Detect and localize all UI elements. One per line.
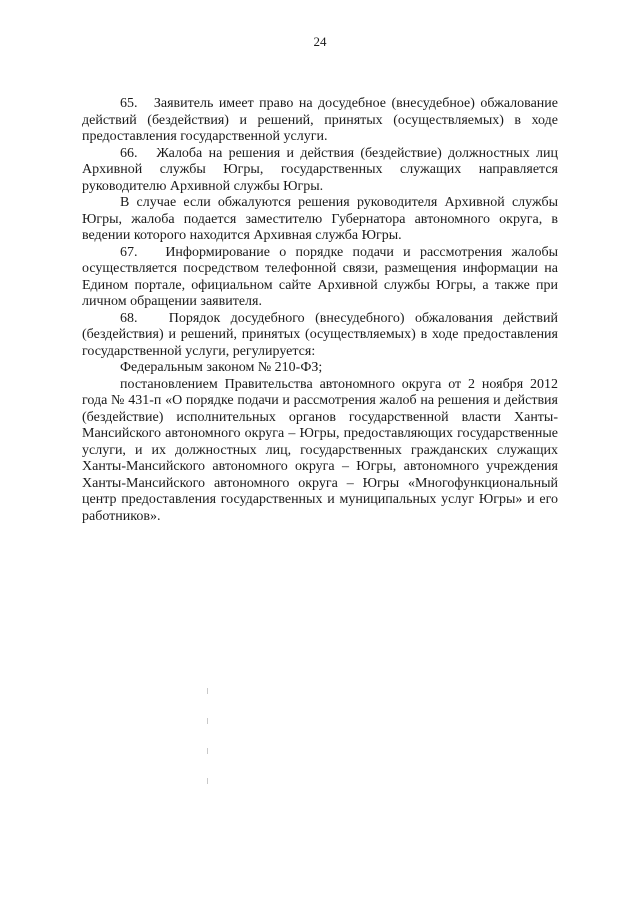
scan-speck [207,718,208,724]
scan-speck [207,688,208,694]
scan-speck [207,748,208,754]
document-body [82,96,558,525]
scan-speck [207,778,208,784]
page-number: 24 [313,34,327,49]
paragraph-66: 66. Жалоба на решения и действия (бездействие) должностных лиц Архивной службы Югры, государственных служащих направляется руководителю Архивной службы Югры. [82,145,558,194]
paragraph-67: 67. Информирование о порядке подачи и рассмотрения жалобы осуществляется посредством телефонной связи, размещения информации на Едином портале, официальном сайте Архивной службы Югры, а также при личном обращении заявителя. [82,244,558,309]
paragraph-66-continued: В случае если обжалуются решения руководителя Архивной службы Югры, жалоба подается заместителю Губернатора автономного округа, в ведении которого находится Архивная служба Югры. [82,195,558,243]
government-decree-item: постановлением Правительства автономного округа от 2 ноября 2012 года № 431-п «О порядке подачи и рассмотрения жалоб на решения и действия (бездействие) исполнительных органов государственной власти Ханты-Мансийского автономного округа – Югры, предоставляющих государственные услуги, и их должностных лиц, государственных гражданских служащих Ханты-Мансийского автономного округа – Югры, автономного учреждения Ханты-Мансийского автономного округа – Югры «Многофункциональный центр предоставления государственных и муниципальных услуг Югры» и его работников». [82,376,558,524]
paragraph-68: 68. Порядок досудебного (внесудебного) обжалования действий (бездействия) и решений, принятых (осуществляемых) в ходе предоставления государственной услуги, регулируется: [82,310,558,359]
paragraph-65: 65. Заявитель имеет право на досудебное (внесудебное) обжалование действий (бездействия) и решений, принятых (осуществляемых) в ходе предоставления государственной услуги. [82,96,558,144]
federal-law-item: Федеральным законом № 210-ФЗ; [120,360,323,375]
